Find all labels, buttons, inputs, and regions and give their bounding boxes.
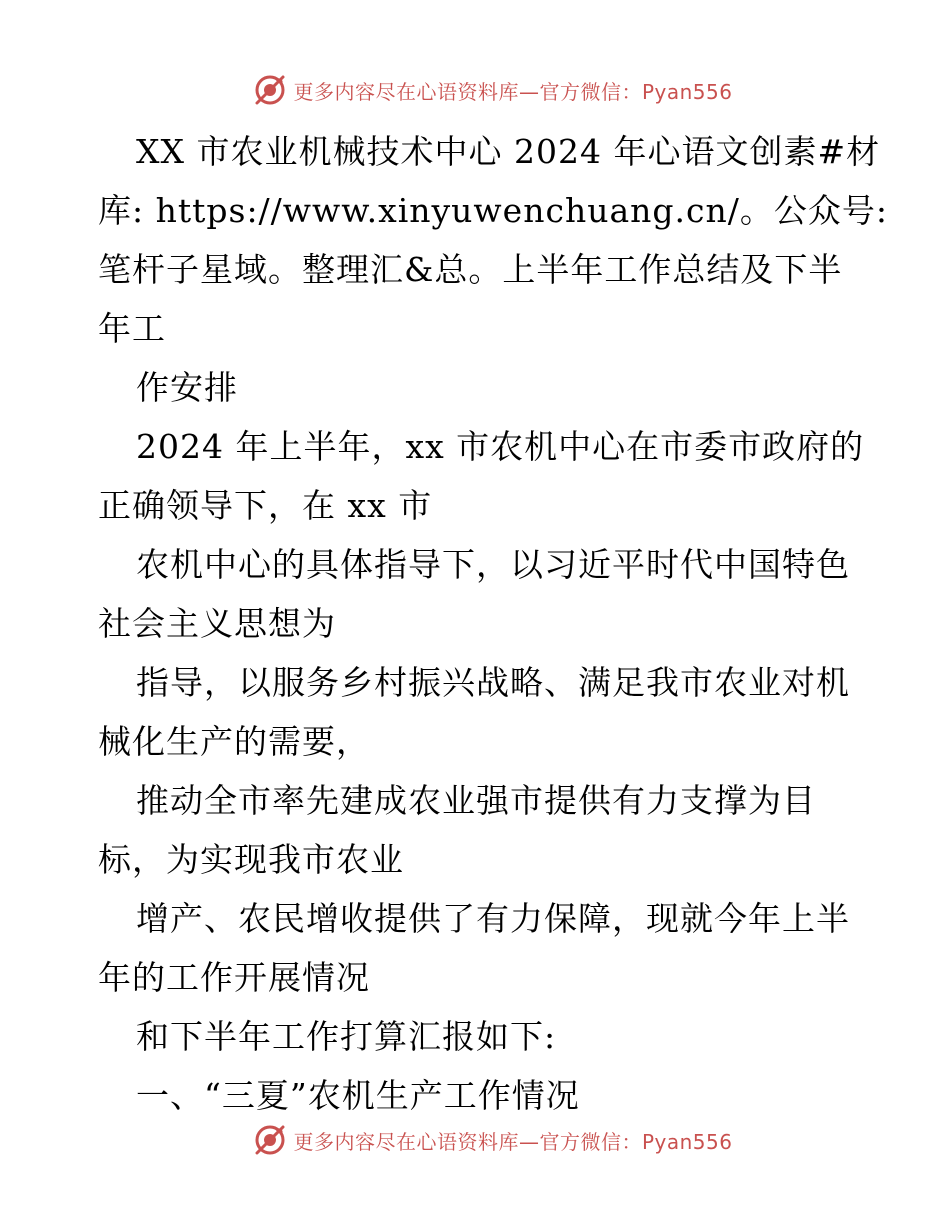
- body-line-11: 械化生产的需要，: [98, 722, 370, 761]
- body-line-5: 作安排: [136, 368, 238, 407]
- body-line-4: 年工: [98, 309, 166, 348]
- footer-watermark-banner: [0, 1118, 950, 1162]
- body-line-16: 和下半年工作打算汇报如下:: [136, 1017, 557, 1056]
- body-line-1: XX 市农业机械技术中心 2024 年心语文创素#材: [136, 132, 881, 171]
- body-line-7: 正确领导下，在 xx 市: [98, 486, 433, 525]
- header-watermark-content: [253, 73, 732, 107]
- body-line-13: 标，为实现我市农业: [98, 840, 404, 879]
- body-line-9: 社会主义思想为: [98, 604, 336, 643]
- body-line-10: 指导，以服务乡村振兴战略、满足我市农业对机: [136, 663, 850, 702]
- footer-watermark-text: 更多内容尽在心语资料库—官方微信：Pyan556: [293, 1129, 733, 1154]
- footer-watermark-content: [253, 1123, 732, 1157]
- header-watermark-text: 更多内容尽在心语资料库—官方微信：Pyan556: [293, 79, 733, 104]
- body-line-8: 农机中心的具体指导下，以习近平时代中国特色: [136, 545, 850, 584]
- header-watermark-banner: [0, 68, 950, 112]
- document-body: [98, 122, 888, 1125]
- section-heading: 一、“三夏”农机生产工作情况: [136, 1076, 580, 1115]
- body-line-3: 笔杆子星域。整理汇&总。上半年工作总结及下半: [98, 250, 843, 289]
- body-line-14: 增产、农民增收提供了有力保障，现就今年上半: [136, 899, 850, 938]
- body-line-15: 年的工作开展情况: [98, 958, 370, 997]
- body-line-2: 库: https://www.xinyuwenchuang.cn/。公众号:: [98, 191, 888, 230]
- quill-logo-icon: [253, 73, 287, 107]
- body-line-12: 推动全市率先建成农业强市提供有力支撑为目: [136, 781, 816, 820]
- quill-logo-icon: [253, 1123, 287, 1157]
- body-line-6: 2024 年上半年，xx 市农机中心在市委市政府的: [136, 427, 865, 466]
